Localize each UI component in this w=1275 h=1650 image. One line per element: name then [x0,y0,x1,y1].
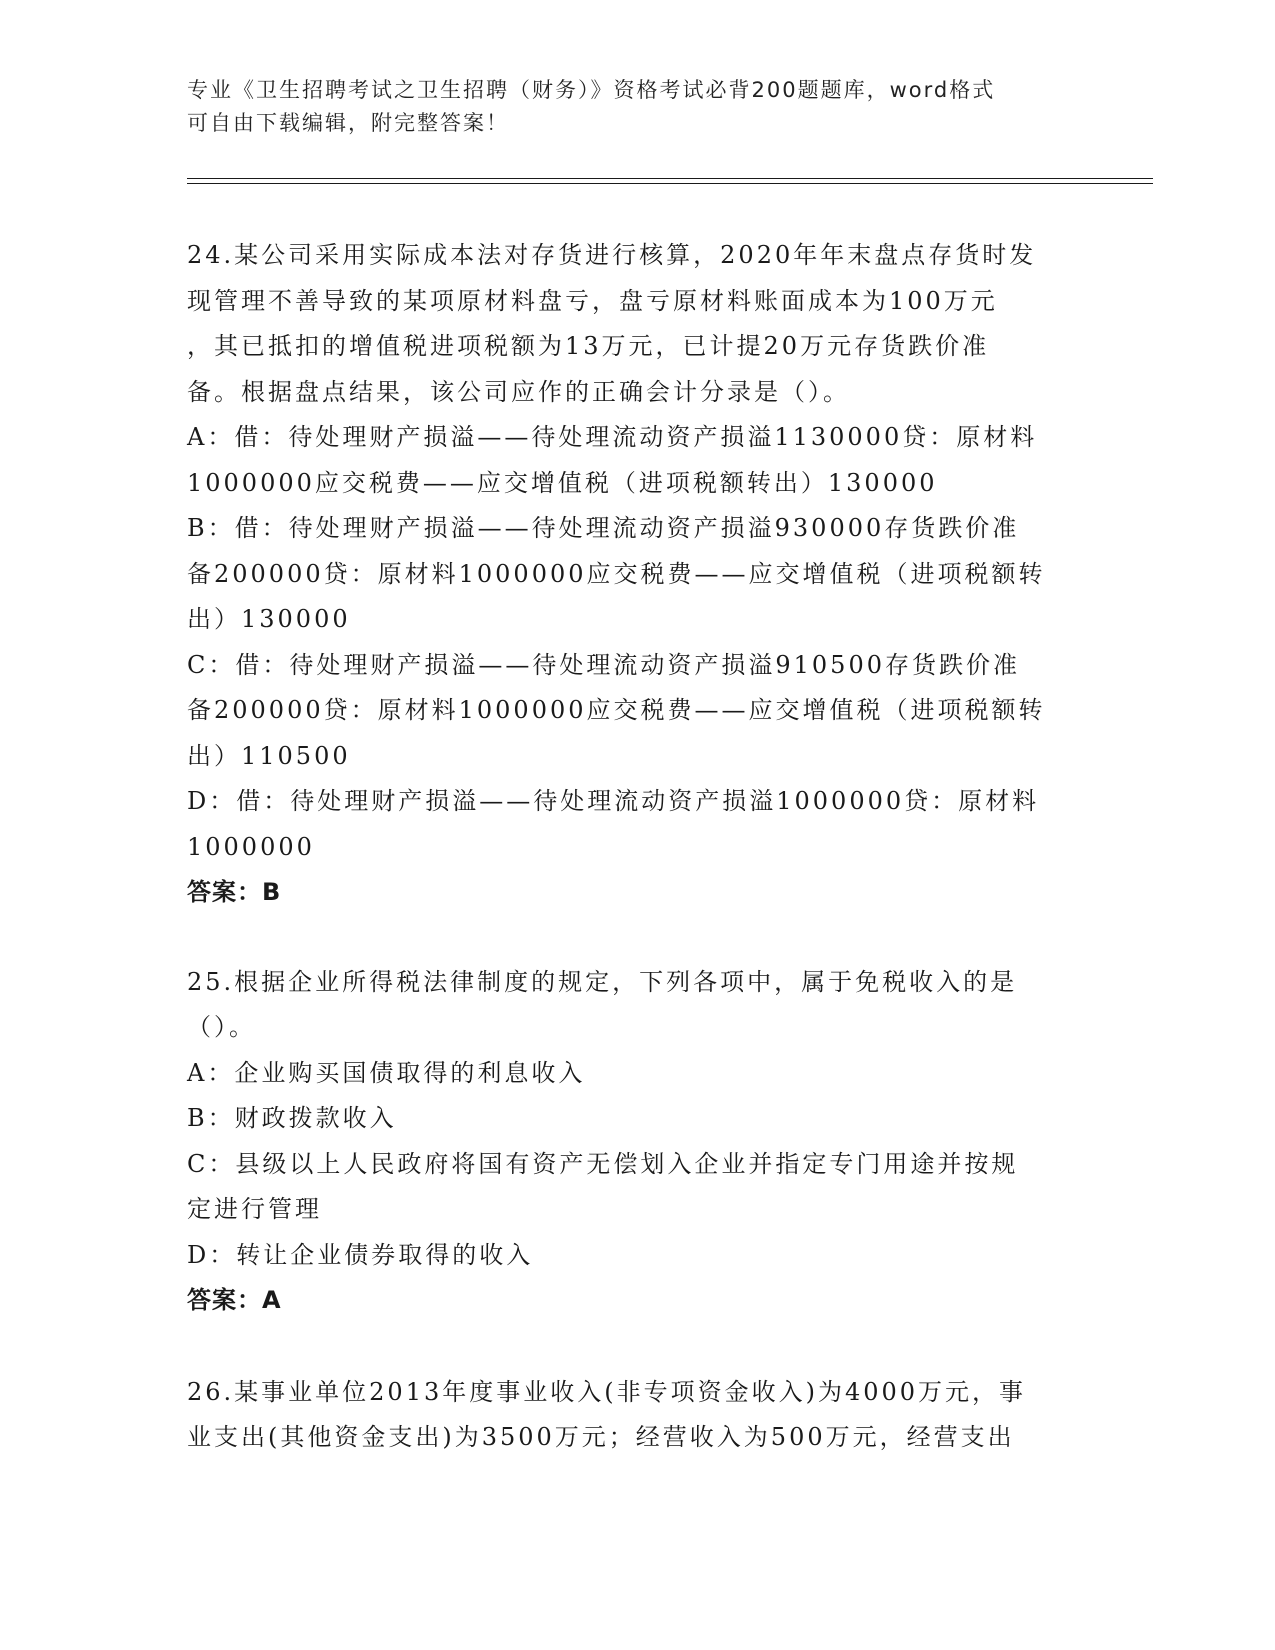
question-text: 备。根据盘点结果，该公司应作的正确会计分录是（）。 [187,377,850,406]
header-rule-top [187,178,1153,179]
question-text: 业支出(其他资金支出)为3500万元；经营收入为500万元，经营支出 [187,1423,1015,1451]
question-text: ，其已抵扣的增值税进项税额为13万元，已计提20万元存货跌价准 [187,332,990,360]
question-25 [187,960,1087,1324]
option-a: A：企业购买国债取得的利息收入 [187,1058,586,1087]
option-b: B：借：待处理财产损溢——待处理流动资产损溢930000存货跌价准 [187,514,1020,542]
option-b: B：财政拨款收入 [187,1104,397,1132]
question-text: 24.某公司采用实际成本法对存货进行核算，2020年年末盘点存货时发 [187,241,1037,269]
option-a: 1000000应交税费——应交增值税（进项税额转出）130000 [187,468,938,497]
question-spacer [187,916,1087,960]
option-d: D：借：待处理财产损溢——待处理流动资产损溢1000000贷：原材料 [187,787,1040,815]
option-b: 出）130000 [187,605,351,633]
question-text: 25.根据企业所得税法律制度的规定，下列各项中，属于免税收入的是 [187,967,1018,996]
question-text: 现管理不善导致的某项原材料盘亏，盘亏原材料账面成本为100万元 [187,286,998,315]
document-header [187,74,1067,140]
option-c: C：借：待处理财产损溢——待处理流动资产损溢910500存货跌价准 [187,650,1020,679]
header-rule-bottom [187,183,1153,184]
question-26 [187,1370,1087,1461]
answer-label: 答案：A [187,1286,282,1314]
answer-label: 答案：B [187,878,282,906]
header-line: 可自由下载编辑，附完整答案！ [187,111,509,135]
option-c: C：县级以上人民政府将国有资产无偿划入企业并指定专门用途并按规 [187,1149,1019,1178]
document-body [187,233,1087,1461]
option-c: 定进行管理 [187,1195,322,1223]
question-text: （）。 [187,1013,256,1041]
header-line: 专业《卫生招聘考试之卫生招聘（财务）》资格考试必背200题题库，word格式 [187,78,996,102]
option-c: 备200000贷：原材料1000000应交税费——应交增值税（进项税额转 [187,696,1046,724]
option-d: 1000000 [187,832,315,861]
option-d: D：转让企业债券取得的收入 [187,1240,534,1269]
question-text: 26.某事业单位2013年度事业收入(非专项资金收入)为4000万元，事 [187,1377,1027,1406]
question-24 [187,233,1087,916]
option-a: A：借：待处理财产损溢——待处理流动资产损溢1130000贷：原材料 [187,423,1038,451]
question-spacer [187,1324,1087,1370]
option-c: 出）110500 [187,741,351,770]
option-b: 备200000贷：原材料1000000应交税费——应交增值税（进项税额转 [187,559,1046,588]
